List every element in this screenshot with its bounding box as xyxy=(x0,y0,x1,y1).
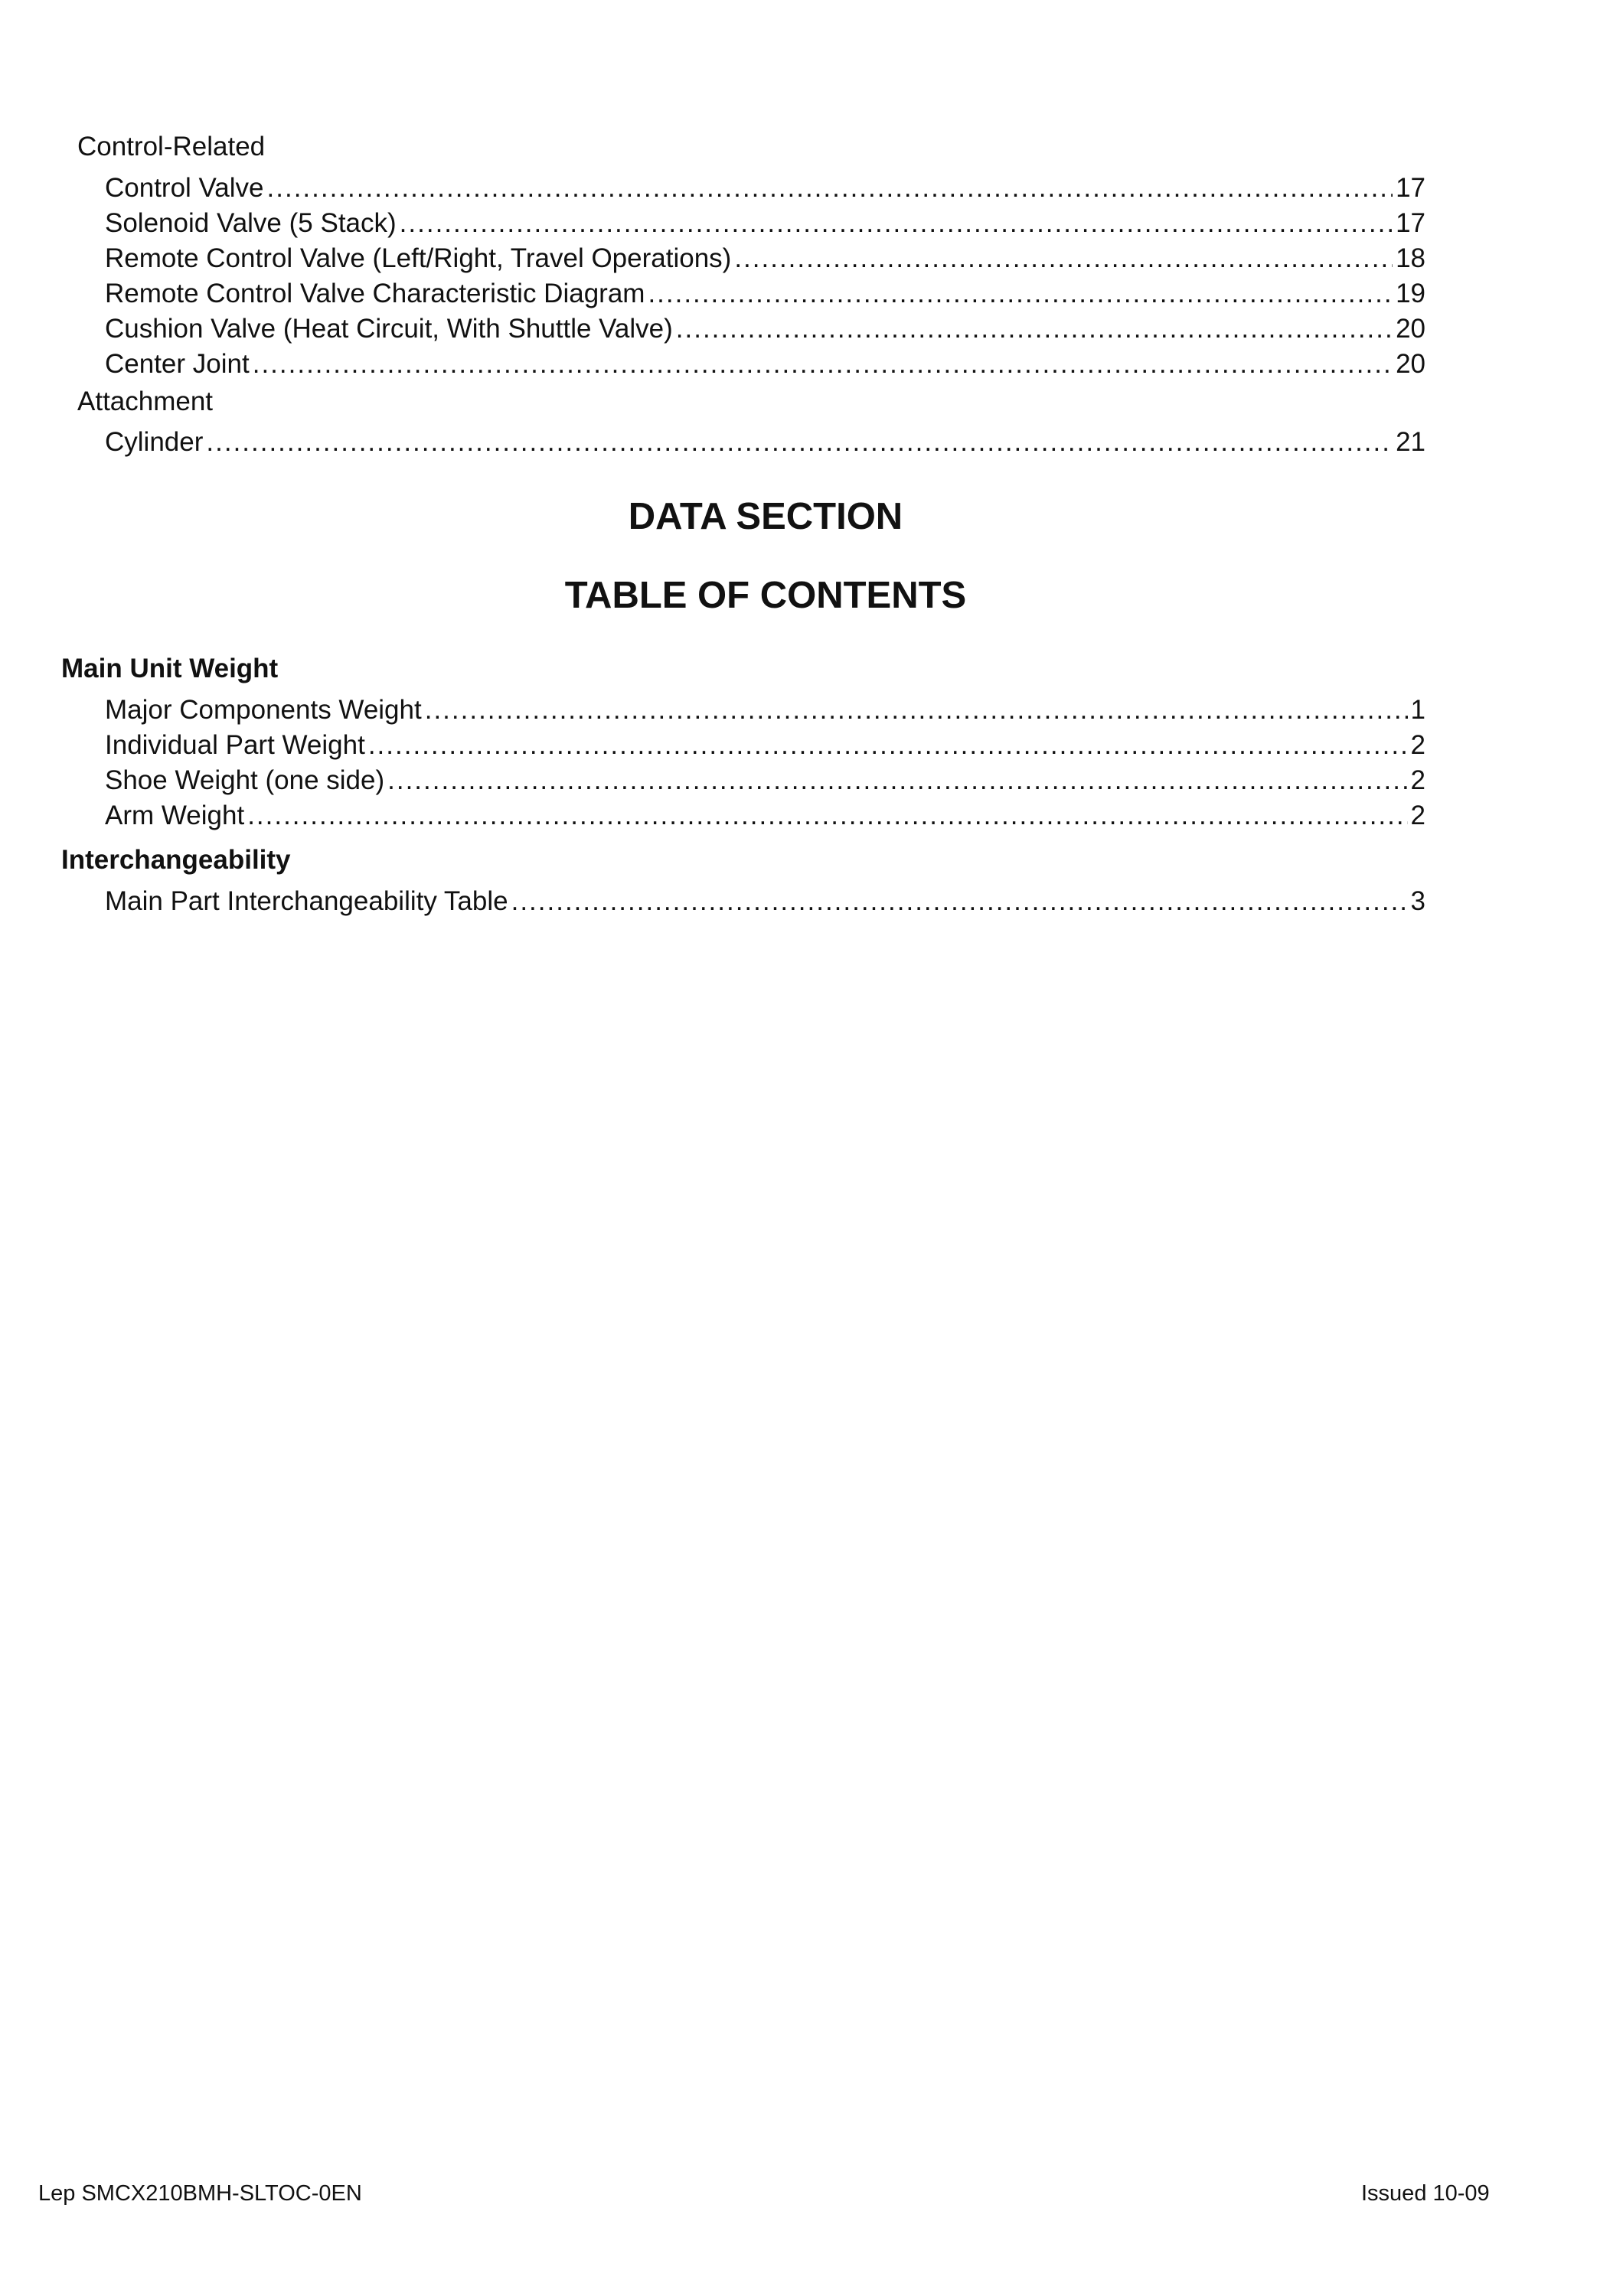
toc-entry-page: 2 xyxy=(1410,765,1425,795)
dot-leader xyxy=(676,312,1393,346)
footer-issued-date: Issued 10-09 xyxy=(1361,2181,1490,2206)
toc-entry-label: Shoe Weight (one side) xyxy=(105,765,385,795)
toc-entry-main-part-interchangeability-table[interactable] xyxy=(105,885,1425,918)
toc-entry-label: Cylinder xyxy=(105,427,204,457)
dot-leader xyxy=(387,764,1407,797)
toc-entry-label: Arm Weight xyxy=(105,801,245,830)
toc-entry-individual-part-weight[interactable] xyxy=(105,729,1425,762)
toc-entry-page: 21 xyxy=(1396,427,1425,457)
dot-leader xyxy=(368,729,1408,762)
dot-leader xyxy=(511,885,1408,918)
dot-leader xyxy=(247,799,1407,833)
data-section-title: DATA SECTION xyxy=(628,496,903,537)
toc-entry-label: Center Joint xyxy=(105,349,250,379)
toc-entry-page: 2 xyxy=(1410,801,1425,830)
toc-entry-shoe-weight[interactable] xyxy=(105,764,1425,797)
toc-entry-page: 17 xyxy=(1396,173,1425,203)
dot-leader xyxy=(267,171,1393,205)
toc-entry-label: Cushion Valve (Heat Circuit, With Shuttle Valve) xyxy=(105,314,673,344)
toc-entry-cylinder[interactable] xyxy=(105,426,1425,459)
toc-entry-major-components-weight[interactable] xyxy=(105,693,1425,727)
toc-entry-label: Remote Control Valve Characteristic Diagram xyxy=(105,279,645,308)
toc-entry-solenoid-valve[interactable] xyxy=(105,207,1425,240)
toc-entry-label: Major Components Weight xyxy=(105,695,422,725)
toc-entry-cushion-valve[interactable] xyxy=(105,312,1425,346)
table-of-contents-title: TABLE OF CONTENTS xyxy=(564,575,967,616)
toc-entry-page: 1 xyxy=(1410,695,1425,725)
toc-entry-page: 3 xyxy=(1410,886,1425,916)
toc-entry-label: Control Valve xyxy=(105,173,264,203)
dot-leader xyxy=(425,693,1408,727)
toc-entry-page: 2 xyxy=(1410,730,1425,760)
dot-leader xyxy=(648,277,1393,311)
toc-entry-control-valve[interactable] xyxy=(105,171,1425,205)
toc-entry-remote-control-valve[interactable] xyxy=(105,242,1425,276)
toc-entry-label: Main Part Interchangeability Table xyxy=(105,886,508,916)
toc-entry-page: 18 xyxy=(1396,243,1425,273)
group-heading-main-unit-weight: Main Unit Weight xyxy=(61,654,279,683)
toc-entry-label: Remote Control Valve (Left/Right, Travel Operations) xyxy=(105,243,732,273)
dot-leader xyxy=(734,242,1393,276)
toc-entry-page: 19 xyxy=(1396,279,1425,308)
toc-entry-center-joint[interactable] xyxy=(105,347,1425,381)
toc-entry-page: 17 xyxy=(1396,208,1425,238)
dot-leader xyxy=(400,207,1393,240)
dot-leader xyxy=(206,426,1393,459)
toc-entry-arm-weight[interactable] xyxy=(105,799,1425,833)
section-heading-attachment: Attachment xyxy=(77,386,214,416)
section-heading-control-related: Control-Related xyxy=(77,132,266,161)
group-heading-interchangeability: Interchangeability xyxy=(61,845,291,875)
footer-document-id: Lep SMCX210BMH-SLTOC-0EN xyxy=(38,2181,362,2206)
toc-entry-page: 20 xyxy=(1396,349,1425,379)
toc-entry-page: 20 xyxy=(1396,314,1425,344)
toc-entry-label: Solenoid Valve (5 Stack) xyxy=(105,208,397,238)
dot-leader xyxy=(253,347,1393,381)
toc-entry-remote-control-valve-diagram[interactable] xyxy=(105,277,1425,311)
toc-entry-label: Individual Part Weight xyxy=(105,730,365,760)
